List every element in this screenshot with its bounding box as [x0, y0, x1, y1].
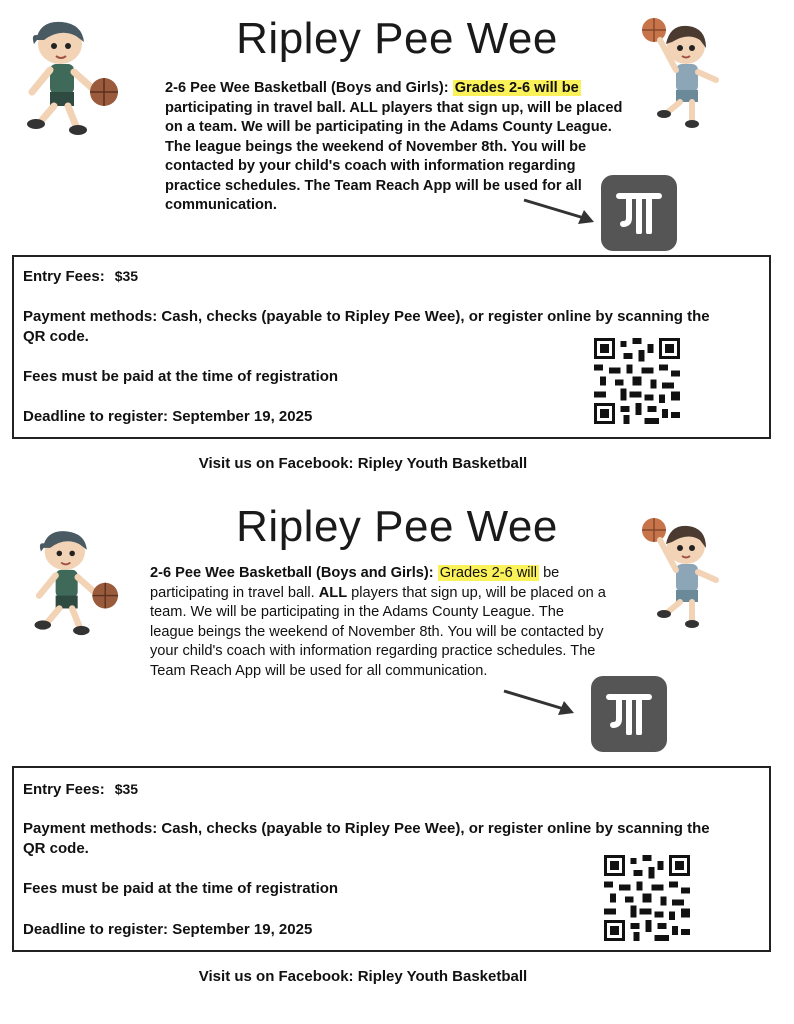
registration-deadline: Deadline to register: September 19, 2025	[23, 921, 313, 938]
program-name: 2-6 Pee Wee Basketball (Boys and Girls)	[165, 80, 444, 96]
arrow-icon	[502, 687, 576, 717]
payment-due-note: Fees must be paid at the time of registration	[23, 368, 339, 385]
payment-methods: Payment methods: Cash, checks (payable to Ripley Pee Wee), or register online by scanning the QR code.	[23, 308, 710, 345]
fees-box	[12, 255, 771, 439]
grades-highlight: Grades 2-6 will	[439, 565, 538, 581]
program-description: 2-6 Pee Wee Basketball (Boys and Girls): Grades 2-6 will be participating in travel ball. ALL players that sign up, will be placed on a team. We will be participating in the Adams County League. The league beings the weekend of November 8th. You will be contacted by your child's coach with information regarding practice schedules. The Team Reach App will be used for all communication.	[150, 565, 606, 679]
program-description: 2-6 Pee Wee Basketball (Boys and Girls): Grades 2-6 will be participating in travel ball. ALL players that sign up, will be placed on a team. We will be participating in the Adams County League. The league beings the weekend of November 8th. You will be contacted by your child's coach with information regarding practice schedules. The Team Reach App will be used for all communication.	[165, 80, 623, 213]
entry-fee-amount: $35	[114, 268, 139, 284]
entry-fees: Entry Fees: $35	[23, 268, 139, 285]
qr-code-icon[interactable]	[594, 338, 680, 424]
page-title: Ripley Pee Wee	[236, 502, 558, 551]
arrow-icon	[522, 196, 596, 226]
fees-box	[12, 766, 771, 952]
facebook-link: Visit us on Facebook: Ripley Youth Basketball	[198, 455, 528, 472]
payment-due-note: Fees must be paid at the time of registration	[23, 880, 339, 897]
program-name: 2-6 Pee Wee Basketball (Boys and Girls)	[150, 565, 429, 581]
registration-deadline: Deadline to register: September 19, 2025	[23, 408, 313, 425]
facebook-link: Visit us on Facebook: Ripley Youth Basketball	[198, 968, 528, 985]
payment-methods: Payment methods: Cash, checks (payable to Ripley Pee Wee), or register online by scanning the QR code.	[23, 820, 710, 857]
entry-fee-amount: $35	[114, 781, 139, 797]
entry-fees: Entry Fees: $35	[23, 781, 139, 798]
team-reach-app-icon	[591, 676, 667, 752]
qr-code-icon[interactable]	[604, 855, 690, 941]
team-reach-app-icon	[601, 175, 677, 251]
grades-highlight: Grades 2-6 will be	[454, 80, 579, 96]
page-title: Ripley Pee Wee	[236, 14, 558, 63]
